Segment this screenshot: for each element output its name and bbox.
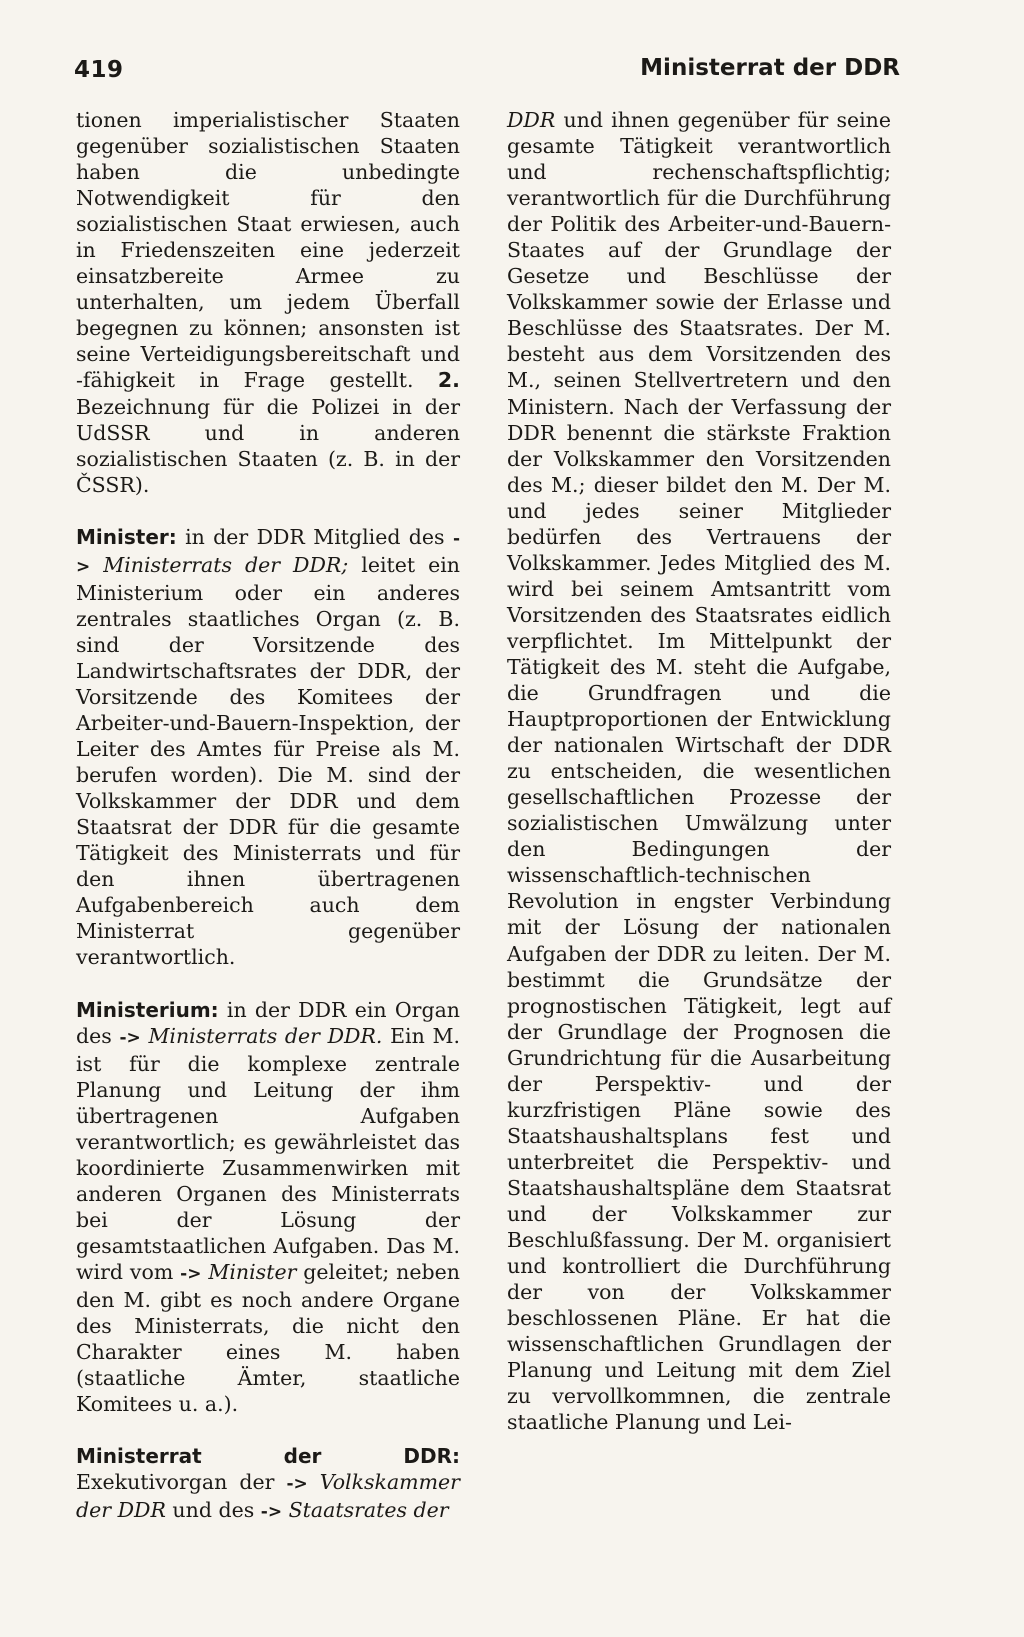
headword: Minister: — [76, 524, 177, 549]
running-head: Ministerrat der DDR — [640, 55, 900, 81]
entry-text: geleitet; neben den M. gibt es noch andere Organe des Ministerrats, die nicht den Charakter eines M. haben (staatliche Ämter, staatliche Komitees u. a.). — [76, 1259, 460, 1417]
entry-ministerrat — [76, 1443, 460, 1525]
cross-reference[interactable]: Ministerrats der DDR; — [103, 552, 349, 577]
entry-text: in der DDR Mitglied des — [185, 524, 445, 549]
cross-reference[interactable]: Staatsrates der — [288, 1498, 449, 1523]
entry-text: leitet ein Ministerium oder ein anderes zentrales staatliches Organ (z. B. sind der Vorsitzende des Landwirtschaftsrates der DDR, der Vorsitzende des Komitees der Arbeiter-und-Bauern-Inspektion, der Leiter des Amtes für Preise als M. berufen worden). Die M. sind der Volkskammer der DDR und dem Staatsrat der DDR für die gesamte Tätigkeit des Ministerrats und für den ihnen übertragenen Aufgabenbereich auch dem Ministerrat gegenüber verantwortlich. — [76, 552, 460, 970]
entry-text: und ihnen gegenüber für seine gesamte Tätigkeit verantwortlich und rechenschaftspflichtig; verantwortlich für die Durchführung der Politik des Arbeiter-und-Bauern-Staates auf der Grundlage der Gesetze und Beschlüsse der Volkskammer sowie der Erlasse und Beschlüsse des Staatsrates. Der M. besteht aus dem Vorsitzenden des M., seinen Stellvertretern und den Ministern. Nach der Verfassung der DDR benennt die stärkste Fraktion der Volkskammer den Vorsitzenden des M.; dieser bildet den M. Der M. und jedes seiner Mitglieder bedürfen des Vertrauens der Volkskammer. Jedes Mitglied des M. wird bei seinem Amtsantritt vom Vorsitzenden des Staatsrates eidlich verpflichtet. Im Mittelpunkt der Tätigkeit des M. steht die Aufgabe, die Grundfragen und die Hauptproportionen der Entwicklung der nationalen Wirtschaft der DDR zu entscheiden, die wesentlichen gesellschaftlichen Prozesse der sozialistischen Umwälzung unter den Bedingungen der wissenschaftlich-technischen Revolution in engster Verbindung mit der Lösung der nationalen Aufgaben der DDR zu leiten. Der M. bestimmt die Grundsätze der prognostischen Tätigkeit, legt auf der Grundlage der Prognosen die Grundrichtung für die Ausarbeitung der Perspektiv- und der kurzfristigen Pläne sowie des Staatshaushaltsplans fest und unterbreitet die Perspektiv- und Staatshaushaltspläne dem Staatsrat und der Volkskammer zur Beschlußfassung. Der M. organisiert und kontrolliert die Durchführung der von der Volkskammer beschlossenen Pläne. Er hat die wissenschaftlichen Grundlagen der Planung und Leitung mit dem Ziel zu vervollkommnen, die zentrale staatliche Planung und Lei- — [507, 108, 891, 1435]
entry-text: Exekutivorgan der — [76, 1470, 275, 1495]
sense-number: 2. — [437, 368, 460, 393]
cross-reference-arrow-icon: -> — [76, 528, 460, 577]
entry-ministerrat-continued — [507, 107, 891, 1435]
entry-text: tionen imperialistischer Staaten gegenüber sozialistischen Staaten haben die unbedingte Notwendigkeit für den sozialistischen Staat erwiesen, auch in Friedenszeiten eine jederzeit einsatzbereite Armee zu unterhalten, um jedem Überfall begegnen zu können; ansonsten ist seine Verteidigungsbereitschaft und -fähigkeit in Frage gestellt. — [76, 108, 460, 393]
entry-text: Bezeichnung für die Polizei in der UdSSR und in anderen sozialistischen Staaten (z. B. in der ČSSR). — [76, 394, 460, 497]
cross-reference[interactable]: DDR — [507, 108, 556, 132]
cross-reference-arrow-icon: -> — [119, 1027, 141, 1048]
entry-text: und des — [172, 1498, 255, 1523]
headword: Ministerium: — [76, 997, 219, 1022]
cross-reference-arrow-icon: -> — [180, 1263, 202, 1284]
right-column — [507, 107, 891, 1435]
left-column — [76, 107, 460, 1525]
entry-text: Ein M. ist für die komplexe zentrale Planung und Leitung der ihm übertragenen Aufgaben verantwortlich; es gewährleistet das koordinierte Zusammenwirken mit anderen Organen des Ministerrats bei der Lösung der gesamtstaatlichen Aufgaben. Das M. wird vom — [76, 1023, 460, 1284]
cross-reference-arrow-icon: -> — [286, 1474, 308, 1495]
cross-reference-arrow-icon: -> — [260, 1502, 283, 1523]
entry-text: in der DDR ein Organ des — [76, 997, 460, 1048]
cross-reference[interactable]: Minister — [208, 1259, 297, 1284]
entry-minister — [76, 524, 460, 971]
headword: Ministerrat der DDR: — [76, 1444, 460, 1469]
page-number: 419 — [74, 57, 124, 83]
entry-ministerium — [76, 997, 460, 1418]
entry-continuation — [76, 107, 460, 498]
cross-reference[interactable]: Volkskammer der DDR — [76, 1470, 460, 1523]
cross-reference[interactable]: Ministerrats der DDR. — [148, 1023, 383, 1048]
